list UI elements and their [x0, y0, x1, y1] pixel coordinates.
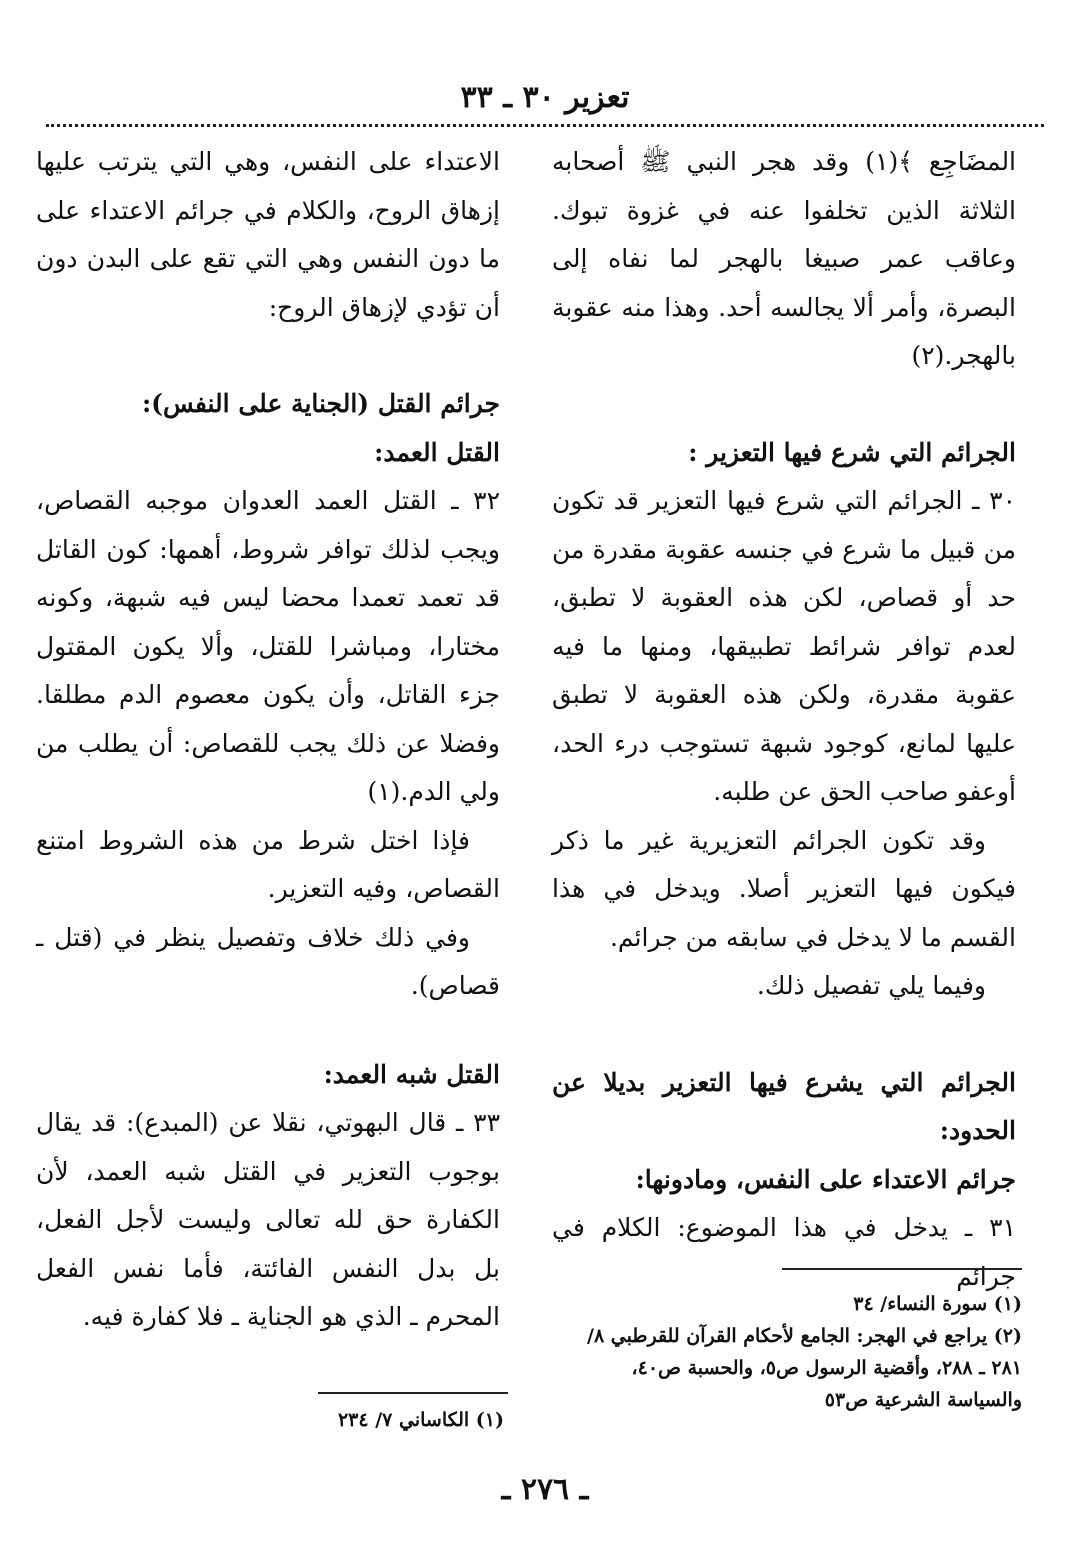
- left-column: [36, 138, 500, 1342]
- section-heading: القتل العمد:: [374, 437, 500, 467]
- paragraph: فإذا اختل شرط من هذه الشروط امتنع القصاص، وفيه التعزير.: [36, 825, 500, 903]
- footnote: (١) الكاساني ٧/ ٢٣٤: [337, 1409, 504, 1431]
- paragraph: الاعتداء على النفس، وهي التي يترتب عليها إزهاق الروح، والكلام في جرائم الاعتداء على ما دون النفس وهي التي تقع على البدن دون أن تؤدي لإزهاق الروح:: [36, 147, 500, 322]
- paragraph: ٣٢ ـ القتل العمد العدوان موجبه القصاص، ويجب لذلك توافر شروط، أهمها: كون القاتل قد تعمد تعمدا محضا ليس فيه شبهة، وكونه مختارا، ومباشرا للقتل، وألا يكون المقتول جزء القاتل، وأن يكون معصوم الدم مطلقا. وفضلا عن ذلك يجب للقصاص: أن يطلب من ولي الدم.(١): [36, 486, 500, 806]
- footnote-separator: [318, 1392, 508, 1394]
- footnotes-right: [552, 1288, 1022, 1416]
- page-number: ـ ٢٧٦ ـ: [501, 1472, 589, 1507]
- paragraph: المضَاجِع ﴾(١) وقد هجر النبي ﷺ أصحابه الثلاثة الذين تخلفوا عنه في غزوة تبوك. وعاقب عمر صبيغا بالهجر لما نفاه إلى البصرة، وأمر ألا يجالسه أحد. وهذا منه عقوبة بالهجر.(٢): [552, 147, 1017, 370]
- paragraph: وفيما يلي تفصيل ذلك.: [756, 971, 986, 1000]
- section-heading: جرائم الاعتداء على النفس، ومادونها:: [635, 1164, 1016, 1194]
- section-heading: الجرائم التي شرع فيها التعزير :: [688, 437, 1016, 467]
- footnote-separator: [782, 1268, 1022, 1270]
- paragraph: ٣٠ ـ الجرائم التي شرع فيها التعزير قد تكون من قبيل ما شرع في جنسه عقوبة مقدرة من حد أو قصاص، لكن هذه العقوبة لا تطبق، لعدم توافر شرائط تطبيقها، ومنها ما فيه عقوبة مقدرة، ولكن هذه العقوبة لا تطبق عليها لمانع، كوجود شبهة تستوجب درء الحد، أوعفو صاحب الحق عن طلبه.: [552, 486, 1016, 806]
- running-header: تعزير ٣٠ ـ ٣٣: [460, 80, 630, 115]
- paragraph: وقد تكون الجرائم التعزيرية غير ما ذكر فيكون فيها التعزير أصلا. ويدخل في هذا القسم ما لا يدخل في سابقه من جرائم.: [552, 825, 1016, 952]
- section-heading: جرائم القتل (الجناية على النفس):: [141, 389, 500, 418]
- right-column: [552, 138, 1016, 1301]
- paragraph: ٣١ ـ يدخل في هذا الموضوع: الكلام في جرائم: [552, 1213, 1016, 1291]
- section-heading: القتل شبه العمد:: [323, 1059, 500, 1089]
- footnote: (١) سورة النساء/ ٣٤: [853, 1293, 1022, 1315]
- paragraph: وفي ذلك خلاف وتفصيل ينظر في (قتل ـ قصاص).: [36, 922, 500, 1000]
- paragraph: ٣٣ ـ قال البهوتي، نقلا عن (المبدع): قد يقال بوجوب التعزير في القتل شبه العمد، لأن الكفارة حق لله تعالى وليست لأجل الفعل، بل بدل النفس الفائتة، فأما نفس الفعل المحرم ـ الذي هو الجناية ـ فلا كفارة فيه.: [36, 1108, 500, 1331]
- section-heading: الجرائم التي يشرع فيها التعزير بديلا عن الحدود:: [552, 1067, 1016, 1145]
- footnotes-left: [204, 1404, 504, 1436]
- header-dotted-rule: [46, 124, 1044, 127]
- footnote: (٢) يراجع في الهجر: الجامع لأحكام القرآن للقرطبي ٨/ ٢٨١ ـ ٢٨٨، وأقضية الرسول ص٥، والحسبة ص٤٠، والسياسة الشرعية ص٥٣: [586, 1325, 1022, 1411]
